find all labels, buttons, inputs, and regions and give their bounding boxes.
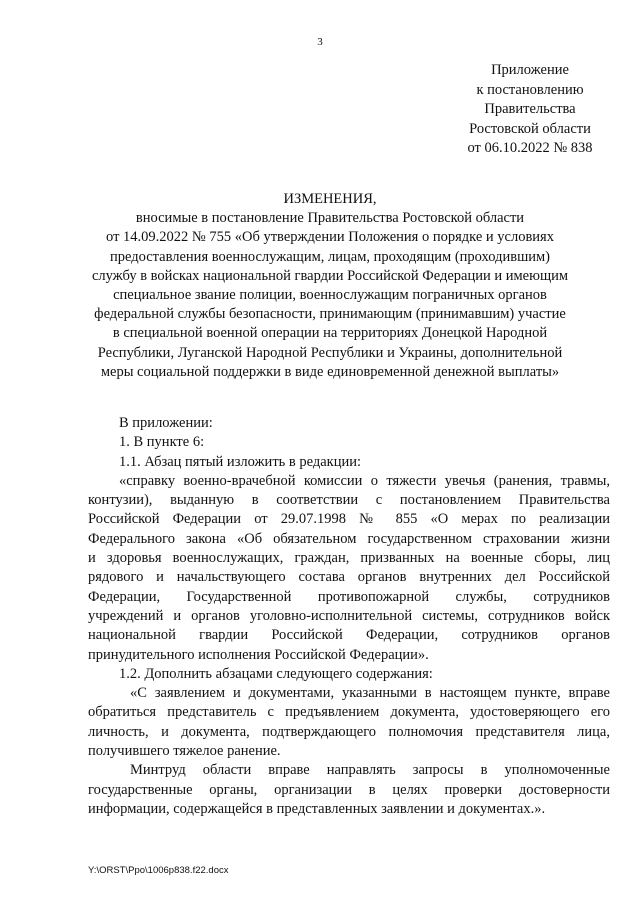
body-line: принудительного исполнения Российской Федерации». <box>88 646 429 663</box>
subtitle-line: вносимые в постановление Правительства Ростовской области <box>135 210 525 227</box>
body-line: национальной гвардии Российской Федерации, сотрудников органов <box>88 627 610 644</box>
body-line: личность, и документа, подтверждающего полномочия представителя лица, <box>88 723 610 740</box>
body-line: 1.2. Дополнить абзацами следующего содержания: <box>119 665 433 682</box>
subtitle-line: Республики, Луганской Народной Республики и Украины, дополнительной <box>97 344 563 361</box>
subtitle-line: службу в войсках национальной гвардии Российской Федерации и имеющим <box>91 267 569 284</box>
body-line: Минтруд области вправе направлять запросы в уполномоченные <box>130 762 610 779</box>
page-number: 3 <box>317 36 323 48</box>
appendix-line: к постановлению <box>476 81 584 98</box>
body-line: информации, содержащейся в представленных заявлении и документах.». <box>88 800 546 817</box>
appendix-line: Правительства <box>484 101 576 117</box>
body-line: Федерации, Государственной противопожарной службы, сотрудников <box>88 588 610 605</box>
document-title-block <box>60 190 600 382</box>
body-line: контузии), выданную в соответствии с постановлением Правительства <box>88 492 610 509</box>
body-line: 1.1. Абзац пятый изложить в редакции: <box>119 453 362 470</box>
subtitle-line: федеральной службы безопасности, принимающим (принимавшим) участие <box>94 306 566 323</box>
appendix-line: Приложение <box>491 62 569 78</box>
body-line: государственные органы, организации в целях проверки достоверности <box>88 781 610 798</box>
body-line: Российской Федерации от 29.07.1998 № 855 «О мерах по реализации <box>88 511 610 528</box>
subtitle-line: в специальной военной операции на территориях Донецкой Народной <box>112 325 548 342</box>
body-line: Федерального закона «Об обязательном государственном страховании жизни <box>88 530 610 547</box>
body-line: В приложении: <box>119 415 213 431</box>
body-line: 1. В пункте 6: <box>119 434 205 451</box>
footer-file-path: Y:\ORST\Ppo\1006p838.f22.docx <box>88 865 229 876</box>
body-line: и здоровья военнослужащих, граждан, призванных на военные сборы, лиц <box>88 550 610 567</box>
appendix-line: Ростовской области <box>469 120 591 137</box>
subtitle-line: меры социальной поддержки в виде единовременной денежной выплаты» <box>100 363 560 380</box>
body-line: получившего тяжелое ранение. <box>88 743 281 760</box>
body-line: обратиться представитель с предъявлением документа, удостоверяющего его <box>88 704 610 721</box>
subtitle-line: от 14.09.2022 № 755 «Об утверждении Положения о порядке и условиях <box>106 229 554 246</box>
body-line: учреждений и органов уголовно-исполнительной системы, сотрудников войск <box>88 607 610 624</box>
appendix-line: от 06.10.2022 № 838 <box>467 140 593 156</box>
document-title: ИЗМЕНЕНИЯ, <box>283 191 377 207</box>
document-body <box>88 414 610 819</box>
body-line: «справку военно-врачебной комиссии о тяжести увечья (ранения, травмы, <box>119 472 610 489</box>
appendix-header <box>430 61 630 159</box>
body-line: рядового и начальствующего состава органов внутренних дел Российской <box>88 569 610 586</box>
subtitle-line: специальное звание полиции, военнослужащим пограничных органов <box>113 287 547 304</box>
body-line: «С заявлением и документами, указанными в настоящем пункте, вправе <box>130 685 610 702</box>
subtitle-line: предоставления военнослужащим, лицам, проходящим (проходившим) <box>109 248 551 265</box>
